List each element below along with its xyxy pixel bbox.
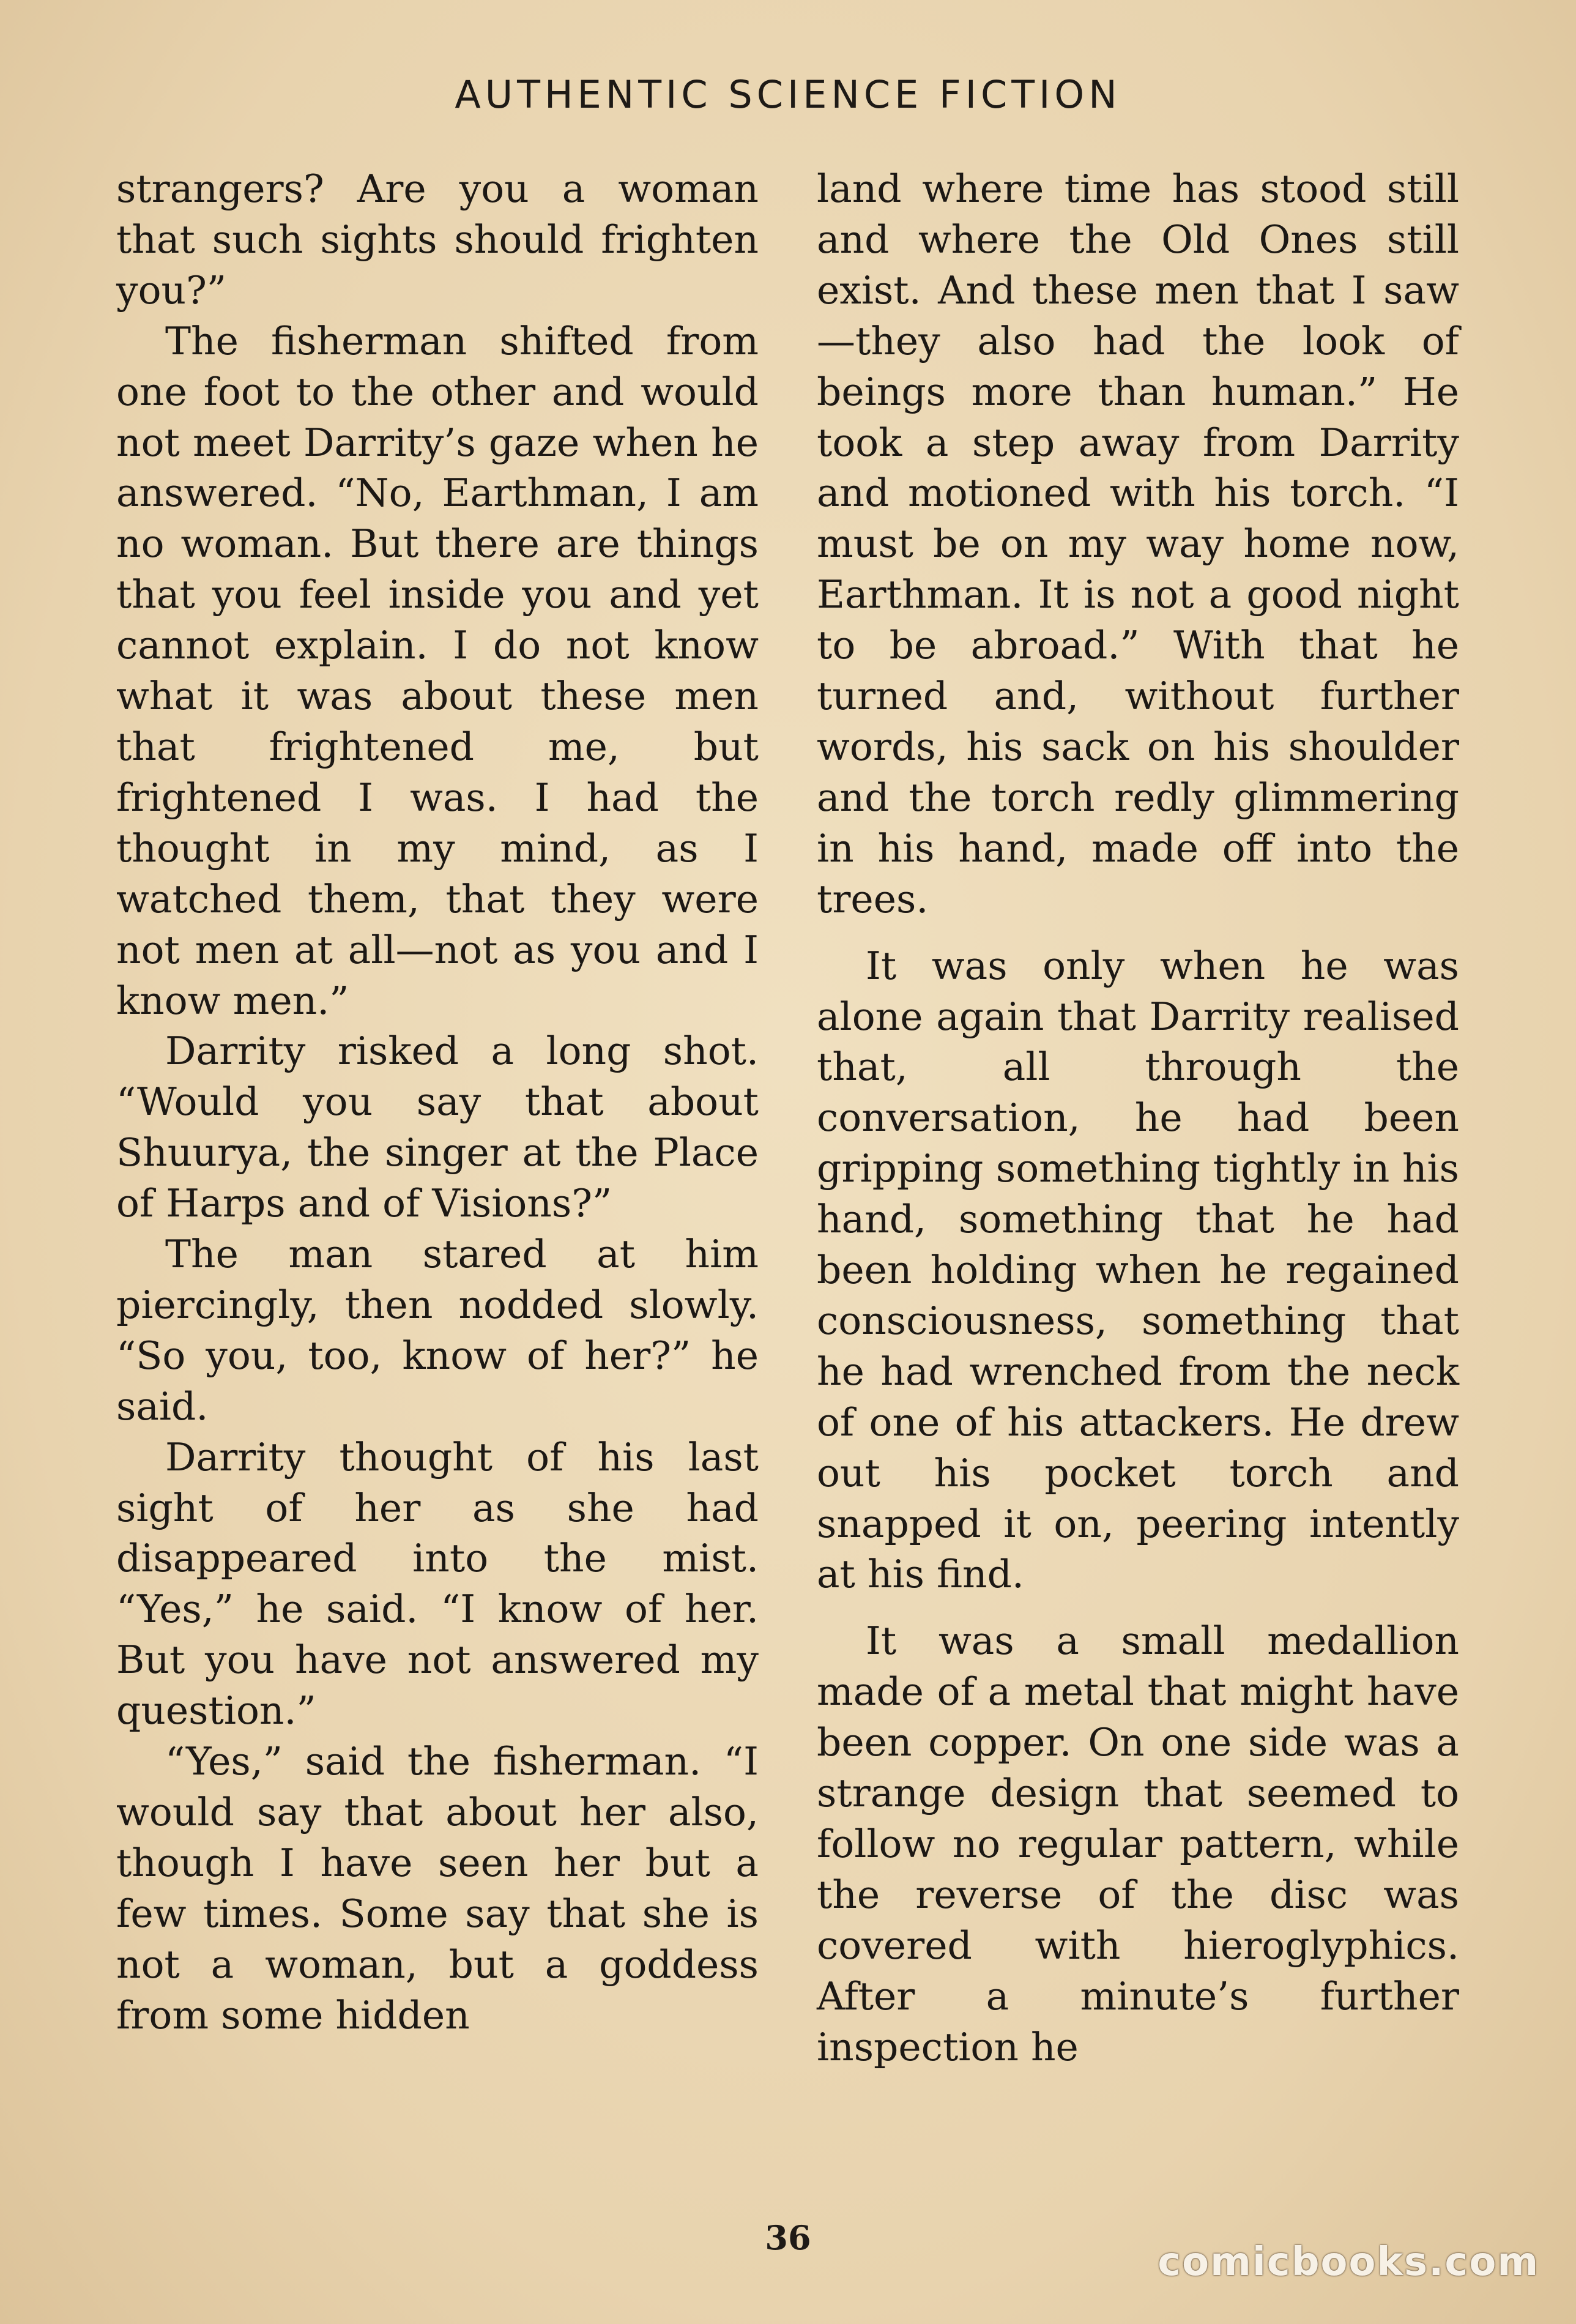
paragraph: The man stared at him piercingly, then nodded slowly. “So you, too, know of her?” he said. xyxy=(116,1232,759,1429)
paragraph: It was only when he was alone again that Darrity realised that, all through the conversation, he had been gripping something tightly in his hand, something that he had been holding when he regained consciousness, something that he had wrenched from the neck of one of his attackers. He drew out his pocket torch and snapped it on, peering intently at his find. xyxy=(817,943,1459,1597)
paragraph: The fisherman shifted from one foot to the other and would not meet Darrity’s gaze when he answered. “No, Earthman, I am no woman. But there are things that you feel inside you and yet cannot explain. I do not know what it was about these men that frightened me, but frightened I was. I had the thought in my mind, as I watched them, that they were not men at all—not as you and I know men.” xyxy=(116,318,759,1023)
watermark: comicbooks.com xyxy=(1158,2240,1539,2285)
page-number: 36 xyxy=(765,2218,811,2257)
paragraph: “Yes,” said the fisherman. “I would say that about her also, though I have seen her but a few times. Some say that she is not a woman, but a goddess from some hidden xyxy=(116,1739,759,2038)
paragraph: It was a small medallion made of a metal that might have been copper. On one side was a strange design that seemed to follow no regular pattern, while the reverse of the disc was covered with hieroglyphics. After a minute’s further inspection he xyxy=(817,1618,1459,2069)
running-head: AUTHENTIC SCIENCE FICTION xyxy=(455,72,1121,117)
paragraph: strangers? Are you a woman that such sights should frighten you?” xyxy=(116,166,759,313)
right-column xyxy=(817,164,1459,2073)
paragraph: land where time has stood still and where the Old Ones still exist. And these men that I saw—they also had the look of beings more than human.” He took a step away from Darrity and motioned with his torch. “I must be on my way home now, Earthman. It is not a good night to be abroad.” With that he turned and, without further words, his sack on his shoulder and the torch redly glimmering in his hand, made off into the trees. xyxy=(817,166,1459,922)
paragraph: Darrity thought of his last sight of her as she had disappeared into the mist. “Yes,” he said. “I know of her. But you have not answered my question.” xyxy=(116,1434,759,1734)
left-column xyxy=(116,164,759,2041)
paragraph: Darrity risked a long shot. “Would you say that about Shuurya, the singer at the Place of Harps and of Visions?” xyxy=(116,1029,759,1226)
